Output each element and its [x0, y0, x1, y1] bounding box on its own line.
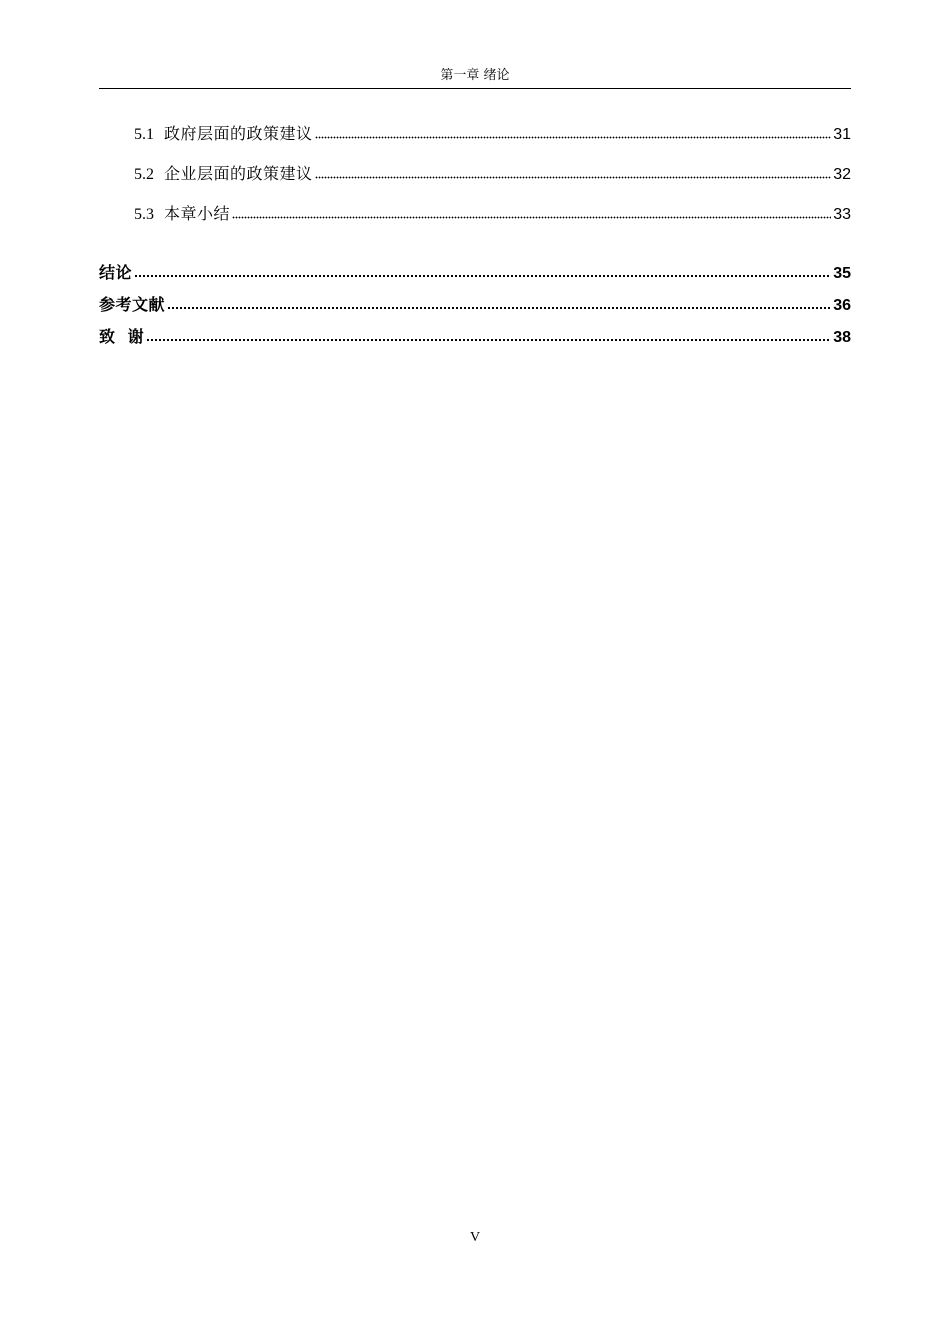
dot-leader [232, 216, 831, 219]
toc-entry-page: 35 [833, 265, 851, 282]
page-number: V [469, 1230, 481, 1245]
toc-entry-5-3[interactable] [99, 202, 851, 226]
dot-leader [134, 274, 831, 278]
header-divider [99, 88, 851, 89]
toc-entry-page: 31 [833, 126, 851, 143]
toc-entry-title: 参考文献 [99, 295, 166, 314]
toc-entry-title: 政府层面的政策建议 [164, 124, 313, 143]
toc-entry-page: 33 [833, 206, 851, 223]
toc-entry-title: 致 谢 [99, 327, 145, 346]
toc-entry-conclusion[interactable] [99, 262, 851, 284]
toc-entry-page: 32 [833, 166, 851, 183]
toc-entry-5-1[interactable] [99, 122, 851, 146]
dot-leader [167, 306, 831, 310]
dot-leader [146, 338, 831, 342]
running-header: 第一章 绪论 [440, 68, 510, 83]
toc-entry-references[interactable] [99, 294, 851, 316]
dot-leader [315, 176, 832, 179]
toc-entry-page: 36 [833, 297, 851, 314]
toc-entry-acknowledgements[interactable] [99, 326, 851, 348]
toc-entry-title: 结论 [99, 263, 133, 282]
toc-entry-number: 5.1 [134, 126, 154, 143]
toc-entry-title: 本章小结 [164, 204, 231, 223]
toc-entry-title: 企业层面的政策建议 [164, 164, 313, 183]
toc-entry-number: 5.3 [134, 206, 154, 223]
dot-leader [315, 136, 832, 139]
toc-entry-number: 5.2 [134, 166, 154, 183]
toc-entry-page: 38 [833, 329, 851, 346]
toc-entry-5-2[interactable] [99, 162, 851, 186]
